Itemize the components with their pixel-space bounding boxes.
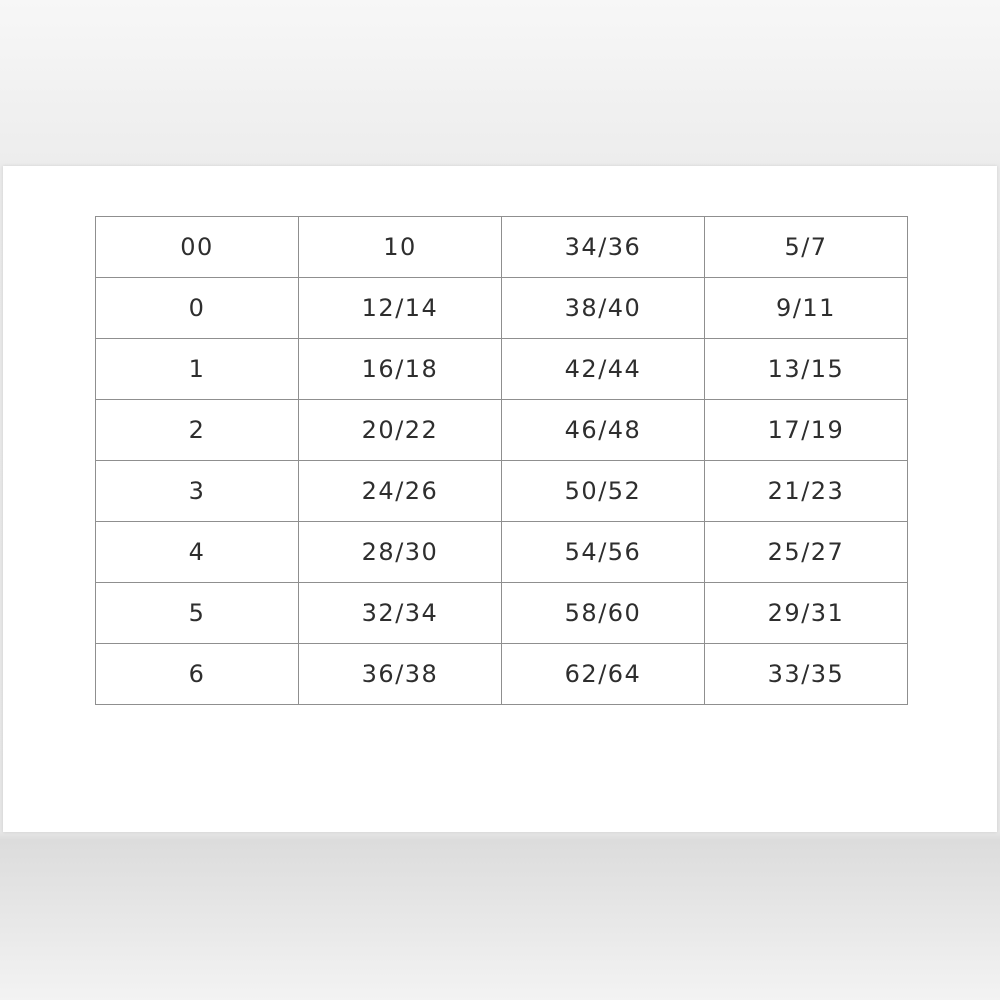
table-row [96, 339, 908, 400]
table-cell: 2 [96, 400, 299, 461]
table-cell: 24/26 [299, 461, 502, 522]
table-cell: 50/52 [502, 461, 705, 522]
table-cell: 16/18 [299, 339, 502, 400]
table-row [96, 644, 908, 705]
table-cell: 42/44 [502, 339, 705, 400]
table-row [96, 461, 908, 522]
table-cell: 29/31 [705, 583, 908, 644]
table-cell: 54/56 [502, 522, 705, 583]
table-row [96, 400, 908, 461]
table-cell: 13/15 [705, 339, 908, 400]
table-body [96, 217, 908, 705]
document-card [3, 166, 997, 832]
table-cell: 62/64 [502, 644, 705, 705]
table-cell: 0 [96, 278, 299, 339]
table-cell: 00 [96, 217, 299, 278]
table-cell: 12/14 [299, 278, 502, 339]
table-cell: 17/19 [705, 400, 908, 461]
table-cell: 33/35 [705, 644, 908, 705]
table-row [96, 278, 908, 339]
table-cell: 10 [299, 217, 502, 278]
table-row [96, 583, 908, 644]
table-cell: 4 [96, 522, 299, 583]
table-cell: 3 [96, 461, 299, 522]
table-cell: 5/7 [705, 217, 908, 278]
table-cell: 36/38 [299, 644, 502, 705]
table-cell: 6 [96, 644, 299, 705]
table-cell: 46/48 [502, 400, 705, 461]
table-cell: 32/34 [299, 583, 502, 644]
table-cell: 21/23 [705, 461, 908, 522]
size-conversion-table [95, 216, 908, 705]
table-cell: 5 [96, 583, 299, 644]
table-cell: 20/22 [299, 400, 502, 461]
table-cell: 58/60 [502, 583, 705, 644]
table-cell: 9/11 [705, 278, 908, 339]
table-cell: 1 [96, 339, 299, 400]
table-cell: 34/36 [502, 217, 705, 278]
table-cell: 28/30 [299, 522, 502, 583]
table-row [96, 217, 908, 278]
table-row [96, 522, 908, 583]
table-cell: 38/40 [502, 278, 705, 339]
table-cell: 25/27 [705, 522, 908, 583]
